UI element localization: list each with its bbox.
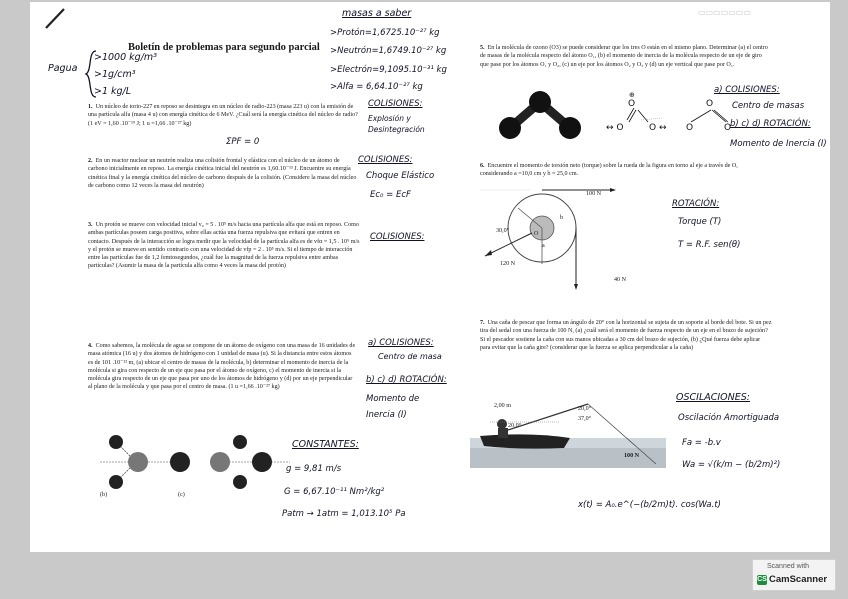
constants-heading: CONSTANTES: bbox=[292, 439, 359, 450]
p6-sub: Torque (T) bbox=[678, 217, 722, 227]
p2-topic: COLISIONES: bbox=[358, 155, 413, 165]
camscanner-watermark bbox=[752, 559, 836, 591]
problem-1-text: Un núcleo de torio-227 en reposo se desintegra en un núcleo de radio-223 (masa 223 u) con la emisión de una partícula alfa (masa 4 u) con energía cinética de 6 MeV. ¿Cuál será la energía cinética del núcleo de radio? (1 eV = 1,60 .10⁻¹⁹ J; 1 u =1,66 .10⁻²⁷ kg) bbox=[88, 104, 358, 127]
watermark-scanned-with: Scanned with bbox=[767, 563, 810, 570]
mass-proton: >Protón=1,6725.10⁻²⁷ kg bbox=[330, 28, 440, 38]
constant-G: G = 6,67.10⁻¹¹ Nm²/kg² bbox=[284, 487, 385, 497]
fishing-label-100n: 100 N bbox=[624, 453, 640, 459]
wheel-label-b: b bbox=[560, 215, 564, 221]
wheel-label-100n: 100 N bbox=[586, 191, 602, 197]
wheel-label-o: O bbox=[534, 231, 539, 237]
masses-heading: masas a saber bbox=[342, 8, 412, 19]
ozone-figure bbox=[496, 90, 746, 140]
p5-a-topic: a) COLISIONES: bbox=[714, 85, 780, 95]
problem-1 bbox=[88, 103, 358, 128]
wheel-label-120n: 120 N bbox=[500, 261, 516, 267]
problem-3 bbox=[88, 221, 360, 271]
p5-a-sub: Centro de masas bbox=[732, 101, 805, 111]
problem-5-text: En la molécula de ozono (O3) se puede considerar que los tres O están en el mismo plano. Determinar (a) el centro de masas de la molécula respecto del átomo O₁, (b) el momento de inercia de la molécula respecto de un eje de giro que pase por los átomos O₁ y O₂, (c) un eje por los átomos O₂ y O₃ y (d) un eje vertical que pase por O₁. bbox=[480, 45, 768, 68]
problem-6-number: 6. bbox=[480, 163, 485, 169]
problem-6-text: Encuentre el momento de torsión neto (torque) sobre la rueda de la figura en torno al eje a través de O, considerando a =10,0 cm y b = 25,0 cm. bbox=[480, 163, 738, 178]
svg-text:O: O bbox=[724, 123, 732, 133]
svg-text:⊕: ⊕ bbox=[629, 91, 635, 99]
p4-bcd-sub-1: Momento de bbox=[366, 394, 420, 404]
p5-bcd-topic: b) c) d) ROTACIÓN: bbox=[730, 119, 811, 129]
problem-3-text: Un protón se mueve con velocidad inicial v₀ = 5 . 10⁵ m/s hacia una partícula alfa que está en reposo. Como ambas partículas poseen carga positiva, sobre ellas actúa una fuerza repulsiva que evitará que entren en contacto. Después de la interacción se logra medir que la velocidad de la partícula alfa es de vfα = 1,5 . 10⁵ m/s y el protón se mueve en sentido contrario con una velocidad de vfp = 2 . 10⁵ m/s. Si el tiempo de interacción entre las partículas fue de 1,2 femtosegundos, ¿cuál fue la magnitud de la fuerza repulsiva entre ambas partículas? (Asumir la masa de la partícula alfa como 4 veces la masa del protón) bbox=[88, 222, 360, 270]
p4-bcd-topic: b) c) d) ROTACIÓN: bbox=[366, 375, 447, 385]
p4-a-topic: a) COLISIONES: bbox=[368, 338, 434, 348]
mass-alpha: >Alfa = 6,64.10⁻²⁷ kg bbox=[330, 82, 423, 92]
water-label-b: (b) bbox=[100, 492, 108, 498]
problem-4 bbox=[88, 342, 358, 392]
density-2: >1g/cm³ bbox=[94, 69, 136, 80]
svg-text:O: O bbox=[628, 99, 636, 109]
p7-equation-1: Fa = -b.v bbox=[682, 438, 721, 448]
wheel-label-30deg: 30,0° bbox=[496, 228, 510, 234]
problem-5-number: 5. bbox=[480, 45, 485, 51]
water-molecule-b bbox=[100, 435, 190, 489]
document-title: Boletín de problemas para segundo parcial bbox=[128, 42, 320, 53]
p7-equation-2: Wa = √(k/m − (b/2m)²) bbox=[682, 460, 781, 470]
problem-2-number: 2. bbox=[88, 158, 93, 164]
p2-sub: Choque Elástico bbox=[366, 171, 435, 181]
mass-electron: >Electrón=9,1095.10⁻³¹ kg bbox=[330, 65, 447, 75]
water-molecule-figure bbox=[90, 432, 305, 498]
p1-topic: COLISIONES: bbox=[368, 99, 423, 109]
density-3: >1 kg/L bbox=[94, 86, 132, 97]
p7-sub: Oscilación Amortiguada bbox=[678, 413, 780, 423]
mass-neutron: >Neutrón=1,6749.10⁻²⁷ kg bbox=[330, 46, 447, 56]
watermark-brand: CamScanner bbox=[769, 574, 828, 585]
problem-3-number: 3. bbox=[88, 222, 93, 228]
p1-equation: ΣPF = 0 bbox=[226, 137, 260, 147]
problem-6 bbox=[480, 162, 770, 179]
p6-equation: T = R.F. sen(θ) bbox=[678, 240, 741, 250]
fishing-label-37deg: 37,0° bbox=[578, 416, 592, 422]
svg-text:↔ O: ↔ O bbox=[606, 123, 624, 133]
svg-text:O ↔: O ↔ bbox=[649, 123, 667, 133]
p1-sub-1: Explosión y bbox=[368, 114, 411, 123]
problem-7-text: Una caña de pescar que forma un ángulo de 20° con la horizontal se sujeta de un soporte al borde del bote. Si un pez tira del sedal con una fuerza de 100 N, (a) ¿cuál será el momento de fuerza respecto de un eje en el brazo de sujeción? Si el pescador sostiene la caña con sus manos ubicadas a 30 cm del brazo de sujeción, (b) ¿Qué fuerza debe aplicar para evitar que la caña gire? (considerar que la fuerza se aplica perpendicular a la caña) bbox=[480, 320, 772, 351]
fishing-label-2m: 2,00 m bbox=[494, 403, 511, 409]
constant-g: g = 9,81 m/s bbox=[286, 464, 342, 474]
p1-sub-2: Desintegración bbox=[368, 125, 425, 134]
water-label-c: (c) bbox=[178, 492, 185, 498]
bleed-through-text: ▭▭▭▭▭▭▭ bbox=[698, 8, 751, 17]
p7-topic: OSCILACIONES: bbox=[676, 392, 750, 403]
problem-2 bbox=[88, 157, 358, 190]
p6-topic: ROTACIÓN: bbox=[672, 199, 720, 209]
problem-4-text: Como sabemos, la molécula de agua se compone de un átomo de oxígeno con una masa de 16 unidades de masa atómica (16 u) y dos átomos de hidrógeno con 1 unidad de masa (u). Si la distancia entre estos átomos es de 101 .10⁻¹² m, (a) ubicar el centro de masas de la molécula, b) determinar el momento de inercia de la molécula si gira con respecto de un eje que pasa por el átomo de oxígeno, c) el momento de inercia si la molécula gira respecto de un eje que pasa por uno de los átomos de hidrógeno y (d) por un eje perpendicular al plano de la molécula y que pasa por el centro de masa. (1 u =1,66 .10⁻²⁷ kg) bbox=[88, 343, 356, 391]
p4-a-sub: Centro de masa bbox=[378, 352, 442, 361]
svg-text:O: O bbox=[686, 123, 694, 133]
problem-2-text: En un reactor nuclear un neutrón realiza una colisión frontal y elástica con el núcleo de un átomo de carbono inicialmente en reposo. La energía cinética inicial del neutrón es 1,60.10⁻¹³ J. Encuentre su energía cinética final y la energía cinética del núcleo de carbono después de la colisión. (Considere la masa del núcleo de carbono como 12 veces la masa del neutrón) bbox=[88, 158, 357, 189]
pen-stroke-mark bbox=[42, 6, 72, 30]
problem-7-number: 7. bbox=[480, 320, 485, 326]
problem-7 bbox=[480, 319, 772, 352]
document-page bbox=[30, 2, 830, 552]
fishing-label-20deg-a: 20,0° bbox=[578, 406, 592, 412]
camscanner-logo-icon: CS bbox=[757, 576, 767, 583]
problem-4-number: 4. bbox=[88, 343, 93, 349]
constant-patm: Patm → 1atm = 1,013.10⁵ Pa bbox=[282, 509, 406, 519]
p4-bcd-sub-2: Inercia (I) bbox=[366, 410, 407, 420]
pagua-label: Pagua bbox=[48, 63, 78, 74]
p7-equation-3: x(t) = A₀.e^(−(b/2m)t). cos(Wa.t) bbox=[578, 500, 721, 510]
svg-text:O: O bbox=[706, 99, 714, 109]
water-molecule-c bbox=[210, 435, 290, 489]
p2-equation: Ec₀ = EcF bbox=[370, 190, 411, 200]
p5-bcd-sub: Momento de Inercia (I) bbox=[730, 139, 827, 149]
ozone-lewis-2 bbox=[686, 99, 731, 133]
p3-topic: COLISIONES: bbox=[370, 232, 425, 242]
fishing-label-20deg-b: 20,0° bbox=[508, 423, 522, 429]
wheel-label-40n: 40 N bbox=[614, 277, 627, 283]
problem-5 bbox=[480, 44, 770, 69]
problem-1-number: 1. bbox=[88, 104, 93, 110]
wheel-label-a: a bbox=[542, 243, 545, 249]
ozone-lewis bbox=[606, 91, 667, 133]
density-1: >1000 kg/m³ bbox=[94, 52, 157, 63]
ozone-spacefill bbox=[499, 91, 581, 139]
